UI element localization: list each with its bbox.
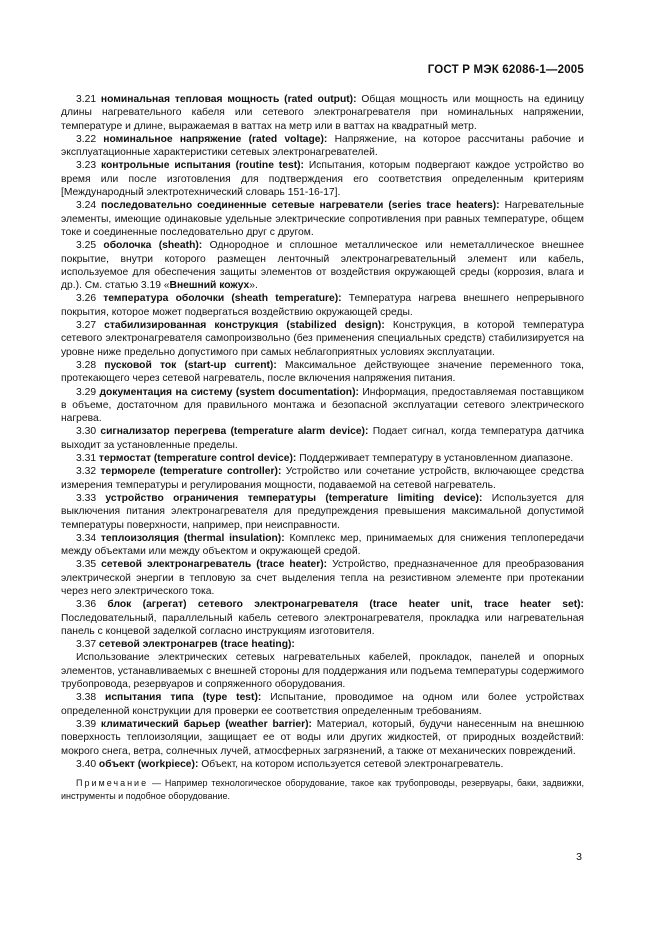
term-definition: Последовательный, параллельный кабель сетевого электронагревателя, прокладка или нагревательная панель с концевой заделкой согласно инструкциям изготовителя. <box>61 612 584 637</box>
term-name: пусковой ток (start-up current): <box>104 359 277 371</box>
term-paragraph <box>61 199 584 239</box>
term-paragraph <box>61 558 584 598</box>
term-definition: Испытания, которым подвергают каждое устройство во время или после изготовления для подтверждения его соответствия определенным критериям [Международный электротехнический словарь 151-16-17]. <box>61 160 584 199</box>
standard-header: ГОСТ Р МЭК 62086-1—2005 <box>427 64 584 76</box>
term-definition: Напряжение, на которое рассчитаны рабочие и эксплуатационные характеристики сетевых электронагревателей. <box>61 133 584 159</box>
term-paragraph <box>61 292 584 319</box>
term-name: сигнализатор перегрева (temperature alarm device): <box>100 426 369 438</box>
term-name: теплоизоляция (thermal insulation): <box>100 532 285 544</box>
term-name: термореле (temperature controller): <box>100 466 282 478</box>
term-definition: Материал, который, будучи нанесенным на внешнюю поверхность теплоизоляции, защищает ее от воды или других жидкостей, от природных воздействий: мокрого снега, ветра, солнечных лучей, атмосферных загрязнений, а также от механических повреждений. <box>61 718 584 757</box>
term-paragraph <box>61 691 584 718</box>
term-paragraph <box>61 638 584 651</box>
document-body <box>61 93 584 802</box>
term-paragraph <box>61 239 584 292</box>
term-number: 3.35 <box>76 559 97 571</box>
term-paragraph <box>61 425 584 452</box>
term-number: 3.26 <box>76 293 97 305</box>
note-paragraph <box>61 777 584 802</box>
term-reference: Внешний кожух <box>169 280 250 292</box>
term-name: номинальное напряжение (rated voltage): <box>103 133 328 145</box>
term-definition: Максимальное действующее значение переменного тока, протекающего через сетевой нагреватель, после включения напряжения питания. <box>61 359 584 385</box>
note-label: Примечание <box>76 778 149 789</box>
term-number: 3.38 <box>76 692 97 704</box>
term-definition: Поддерживает температуру в установленном диапазоне. <box>296 453 574 465</box>
term-number: 3.40 <box>76 758 97 770</box>
term-definition: Объект, на котором используется сетевой электронагреватель. <box>198 758 504 770</box>
term-definition: Подает сигнал, когда температура датчика выходит за установленные пределы. <box>61 426 584 451</box>
term-number: 3.33 <box>76 492 97 504</box>
term-number: 3.32 <box>76 466 97 478</box>
term-paragraph <box>61 532 584 559</box>
term-paragraph <box>61 598 584 638</box>
term-definition: Конструкция, в которой температура сетевого электронагревателя самопроизвольно (без применения специальных средств) стабилизируется на уровне ниже предельно допустимого при самых неблагоприятных условиях эксплуатации. <box>61 320 584 358</box>
term-number: 3.22 <box>76 133 97 145</box>
term-paragraph <box>61 465 584 492</box>
term-definition: Используется для выключения питания электронагревателя для предупреждения превышения максимальной допустимой температуры поверхности, например, при неисправности. <box>61 492 584 531</box>
term-name: климатический барьер (weather barrier): <box>100 718 312 730</box>
term-definition: Испытание, проводимое на одном или более устройствах определенной конструкции для проверки ее соответствия определенным требованиям. <box>61 692 584 717</box>
term-paragraph <box>61 133 584 160</box>
term-definition: Нагревательные элементы, имеющие одинаковые удельные электрические сопротивления при равных температуре, общем токе и соединенные последовательно друг с другом. <box>61 200 584 238</box>
term-number: 3.30 <box>76 426 97 438</box>
term-name: термостат (temperature control device): <box>98 453 297 465</box>
term-number: 3.24 <box>76 200 97 212</box>
term-name: сетевой электронагрев (trace heating): <box>98 639 295 651</box>
term-name: испытания типа (type test): <box>105 692 262 704</box>
term-name: температура оболочки (sheath temperature): <box>103 293 342 305</box>
term-number: 3.27 <box>76 320 97 332</box>
term-definition: Использование электрических сетевых нагревательных кабелей, прокладок, панелей и опорных элементов, устанавливаемых с внешней стороны для поддержания или подъема температуры содержимого трубопровода, резервуаров и сопряженного оборудования. <box>61 652 584 691</box>
term-definition: Общая мощность или мощность на единицу длины нагревательного кабеля или сетевого электронагревателя при номинальных напряжении, температуре и длине, выражаемая в ваттах на метр или в ваттах на квадратный метр. <box>61 94 584 132</box>
term-number: 3.25 <box>76 240 97 252</box>
term-name: блок (агрегат) сетевого электронагревателя (trace heater unit, trace heater set): <box>107 599 584 611</box>
term-paragraph <box>61 758 584 771</box>
term-number: 3.23 <box>76 160 97 172</box>
term-definition: Информация, предоставляемая поставщиком в объеме, достаточном для правильного монтажа и безопасной эксплуатации сетевого электрического нагрева. <box>61 386 584 425</box>
term-name: документация на систему (system documentation): <box>99 386 359 398</box>
term-paragraph <box>61 319 584 359</box>
term-number: 3.36 <box>76 599 97 611</box>
term-number: 3.29 <box>76 386 97 398</box>
term-definition: Температура нагрева внешнего непрерывного покрытия, которое может подвергаться воздействию окружающей среды. <box>61 293 584 318</box>
terms-list <box>61 93 584 771</box>
term-name: номинальная тепловая мощность (rated output): <box>100 94 357 105</box>
term-definition: Комплекс мер, принимаемых для снижения теплопередачи между объектами или между объектом и окружающей средой. <box>61 532 584 558</box>
term-name: контрольные испытания (routine test): <box>100 160 304 172</box>
term-number: 3.28 <box>76 359 97 371</box>
term-name: сетевой электронагреватель (trace heater): <box>101 559 328 571</box>
term-tail: ». <box>249 280 258 292</box>
term-number: 3.39 <box>76 718 97 730</box>
note-text: — Например технологическое оборудование, такое как трубопроводы, резервуары, баки, задвижки, инструменты и подобное оборудование. <box>61 778 584 801</box>
term-name: стабилизированная конструкция (stabilized design): <box>104 320 385 332</box>
term-definition: Однородное и сплошное металлическое или неметаллическое внешнее покрытие, внутри которого размещен ленточный электронагревательный элемент или кабель, используемое для обеспечения защиты элементов от воздействия окружающей среды (коррозия, влага и др.). См. статью 3.19 « <box>61 240 584 292</box>
term-name: последовательно соединенные сетевые нагреватели (series trace heaters): <box>101 200 500 212</box>
term-name: объект (workpiece): <box>98 758 199 770</box>
term-number: 3.21 <box>76 94 97 105</box>
term-paragraph <box>61 492 584 532</box>
term-definition: Устройство или сочетание устройств, включающее средства измерения температуры и регулирования мощности, подаваемой на сетевой нагреватель. <box>61 466 584 491</box>
term-number: 3.34 <box>76 532 97 544</box>
term-name: устройство ограничения температуры (temperature limiting device): <box>105 492 483 504</box>
term-paragraph <box>61 159 584 199</box>
term-name: оболочка (sheath): <box>103 240 203 252</box>
term-paragraph <box>61 718 584 758</box>
page-number: 3 <box>576 851 582 863</box>
term-paragraph <box>61 93 584 133</box>
term-paragraph <box>61 386 584 426</box>
term-number: 3.37 <box>76 639 97 651</box>
term-definition: Устройство, предназначенное для преобразования электрической энергии в тепловую за счет выделения тепла на резистивном элементе при протекании через него электрического тока. <box>61 559 584 597</box>
term-paragraph <box>61 452 584 465</box>
term-paragraph <box>61 651 584 691</box>
term-paragraph <box>61 359 584 386</box>
term-number: 3.31 <box>76 453 97 465</box>
